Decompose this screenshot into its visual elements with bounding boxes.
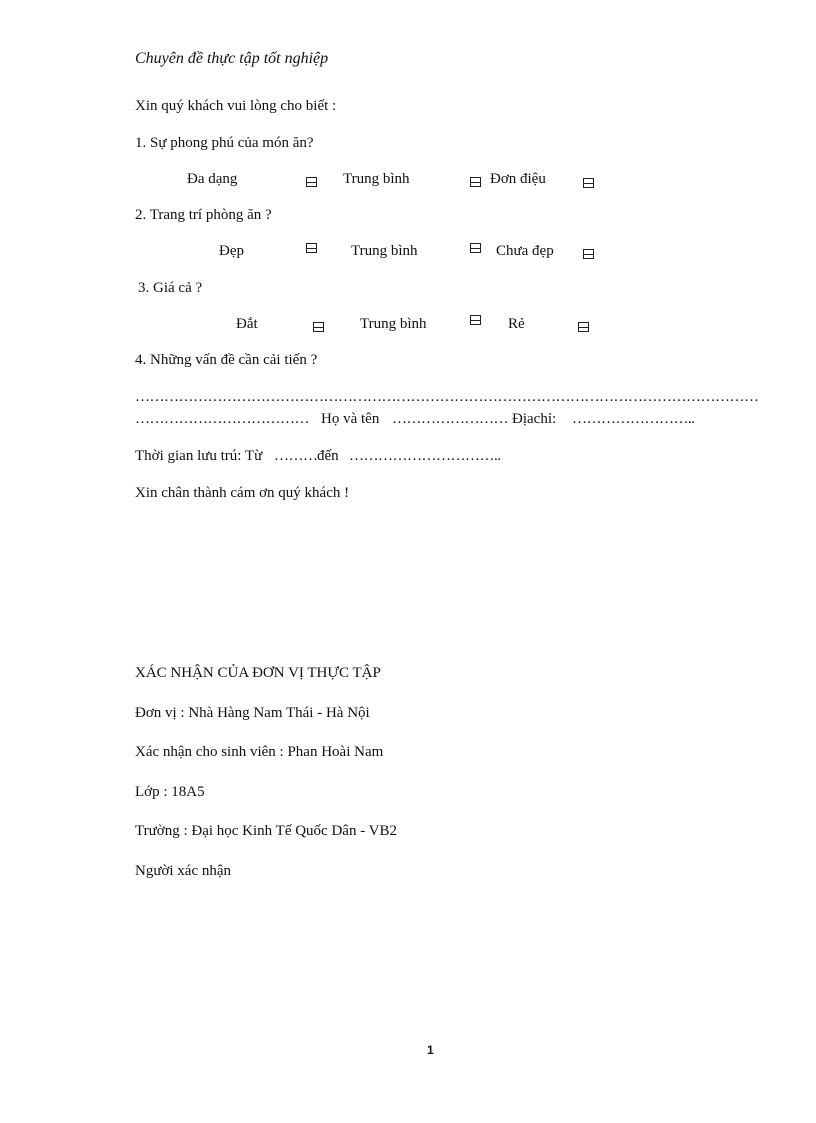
page-header: Chuyên đề thực tập tốt nghiệp bbox=[135, 50, 329, 67]
q3-option-1-label: Đắt bbox=[236, 316, 258, 332]
q1-option-1-label: Đa dạng bbox=[187, 171, 238, 187]
thank-you-note: Xin chân thành cám ơn quý khách ! bbox=[135, 485, 350, 501]
stay-duration-label: Thời gian lưu trú: Từ bbox=[135, 448, 263, 464]
question-2-label: 2. Trang trí phòng ăn ? bbox=[135, 207, 272, 223]
q3-option-3-checkbox[interactable] bbox=[578, 322, 589, 332]
stay-from-dots: ……… bbox=[274, 448, 318, 464]
name-field-dots: …………………… bbox=[392, 411, 508, 427]
improvement-dotted-line: ………………………………………………………………………………………………………………… bbox=[135, 389, 759, 405]
q3-option-2-label: Trung bình bbox=[360, 316, 427, 332]
q1-option-2-label: Trung bình bbox=[343, 171, 410, 187]
question-1-label: 1. Sự phong phú của món ăn? bbox=[135, 135, 314, 151]
q3-option-3-label: Rẻ bbox=[508, 316, 525, 332]
name-line-lead-dots: ……………………………… bbox=[135, 411, 309, 427]
survey-intro: Xin quý khách vui lòng cho biết : bbox=[135, 98, 337, 114]
question-3-label: 3. Giá cả ? bbox=[138, 280, 203, 296]
q1-option-2-checkbox[interactable] bbox=[470, 177, 481, 187]
q2-option-2-label: Trung bình bbox=[351, 243, 418, 259]
address-field-dots: …………………….. bbox=[572, 411, 695, 427]
q2-option-3-label: Chưa đẹp bbox=[496, 243, 554, 259]
q3-option-1-checkbox[interactable] bbox=[313, 322, 324, 332]
q1-option-3-checkbox[interactable] bbox=[583, 178, 594, 188]
question-4-label: 4. Những vấn đề cần cải tiến ? bbox=[135, 352, 318, 368]
q2-option-3-checkbox[interactable] bbox=[583, 249, 594, 259]
confirmation-signer: Người xác nhận bbox=[135, 863, 232, 879]
q1-option-1-checkbox[interactable] bbox=[306, 177, 317, 187]
address-label: Địachỉ: bbox=[512, 411, 557, 427]
confirmation-student: Xác nhận cho sinh viên : Phan Hoài Nam bbox=[135, 744, 384, 760]
page-number: 1 bbox=[427, 1043, 434, 1057]
stay-to-dots: ………………………….. bbox=[349, 448, 501, 464]
confirmation-unit: Đơn vị : Nhà Hàng Nam Thái - Hà Nội bbox=[135, 705, 370, 721]
q2-option-1-checkbox[interactable] bbox=[306, 243, 317, 253]
q3-option-2-checkbox[interactable] bbox=[470, 315, 481, 325]
confirmation-title: XÁC NHẬN CỦA ĐƠN VỊ THỰC TẬP bbox=[135, 665, 381, 681]
q1-option-3-label: Đơn điệu bbox=[490, 171, 546, 187]
q2-option-1-label: Đẹp bbox=[219, 243, 244, 259]
confirmation-school: Trường : Đại học Kinh Tế Quốc Dân - VB2 bbox=[135, 823, 398, 839]
stay-to-label: đến bbox=[317, 448, 339, 464]
confirmation-class: Lớp : 18A5 bbox=[135, 784, 205, 800]
name-label: Họ và tên bbox=[321, 411, 380, 427]
q2-option-2-checkbox[interactable] bbox=[470, 243, 481, 253]
